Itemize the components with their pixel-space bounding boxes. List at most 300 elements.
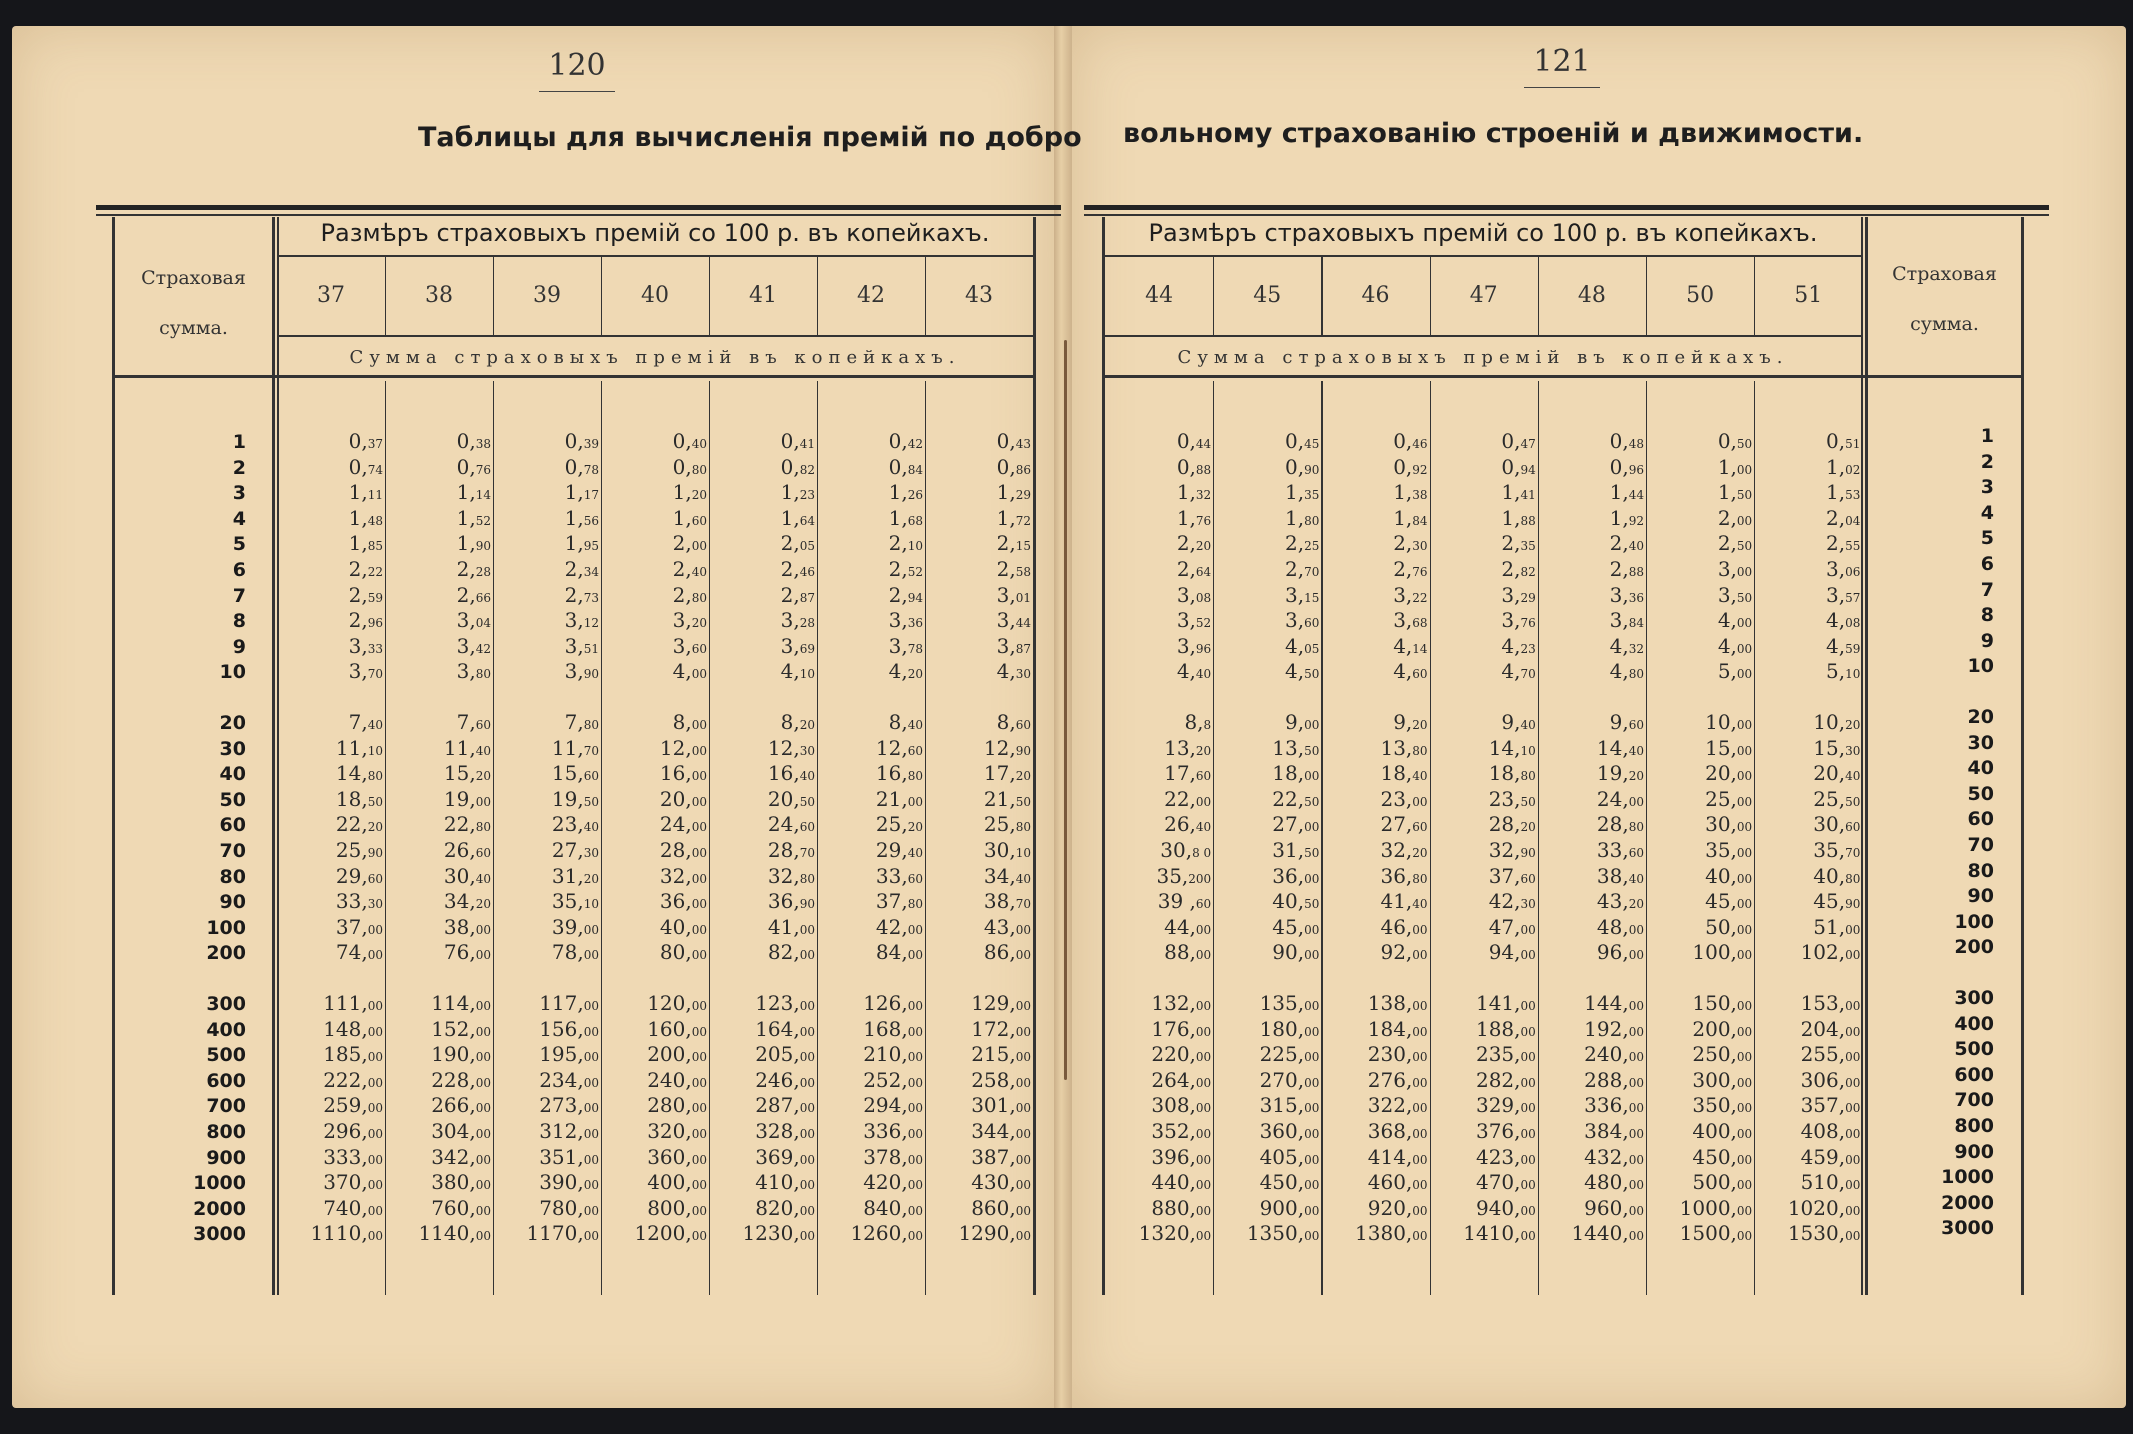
- premium-cell: 37,60: [1488, 863, 1536, 888]
- premium-cell: 800,00: [647, 1195, 707, 1220]
- premium-cell: 0,86: [996, 454, 1031, 479]
- premium-cell: 32,90: [1488, 838, 1536, 862]
- premium-cell: 144,00: [1584, 991, 1644, 1015]
- sum-row-label: 1: [1980, 425, 1994, 447]
- premium-cell: 360,00: [1259, 1119, 1320, 1143]
- sum-row-label: 70: [1967, 834, 1994, 856]
- premium-cell: 40,50: [1272, 889, 1320, 914]
- sum-row-label: 900: [206, 1146, 246, 1169]
- premium-cell: 287,00: [755, 1093, 815, 1118]
- premium-cell: 1,20: [672, 480, 707, 505]
- sum-row-label: 700: [1954, 1089, 1994, 1112]
- premium-cell: 3,87: [996, 633, 1031, 658]
- premium-cell: 4,10: [780, 659, 815, 684]
- premium-cell: 400,00: [647, 1170, 707, 1195]
- premium-cell: 264,00: [1151, 1067, 1212, 1092]
- premium-cell: 190,00: [431, 1042, 491, 1067]
- premium-cell: 33,30: [335, 889, 383, 914]
- premium-cell: 16,40: [767, 761, 815, 786]
- premium-cell: 2,46: [780, 557, 815, 581]
- premium-cell: 3,04: [456, 608, 491, 633]
- sum-subheader: Сумма страховыхъ премій въ копейкахъ.: [1177, 347, 1789, 368]
- premium-cell: 29,60: [335, 863, 383, 888]
- sum-row-label: 60: [1967, 808, 1994, 831]
- premium-cell: 20,50: [767, 786, 815, 811]
- premium-cell: 3,42: [456, 633, 491, 658]
- premium-cell: 470,00: [1475, 1170, 1536, 1195]
- premium-cell: 38,70: [983, 889, 1031, 914]
- premium-cell: 390,00: [539, 1170, 599, 1195]
- sum-row-label: 7: [232, 584, 246, 607]
- premium-cell: 11,40: [443, 735, 491, 760]
- premium-cell: 1200,00: [634, 1221, 707, 1246]
- premium-cell: 18,50: [335, 786, 383, 811]
- premium-cell: 1,88: [1501, 505, 1536, 530]
- premium-cell: 46,00: [1380, 914, 1428, 939]
- premium-cell: 500,00: [1692, 1170, 1753, 1195]
- premium-cell: 200,00: [647, 1042, 707, 1067]
- premium-cell: 414,00: [1367, 1144, 1428, 1169]
- premium-cell: 4,00: [1717, 633, 1753, 658]
- premium-cell: 14,80: [335, 761, 383, 786]
- premium-cell: 0,42: [888, 429, 923, 453]
- rate-column-header: 50: [1686, 283, 1715, 308]
- premium-cell: 41,40: [1380, 889, 1428, 914]
- premium-cell: 250,00: [1692, 1042, 1753, 1067]
- premium-cell: 39 ,60: [1157, 889, 1212, 914]
- premium-cell: 312,00: [539, 1119, 599, 1143]
- premium-cell: 123,00: [755, 991, 815, 1015]
- premium-cell: 370,00: [323, 1170, 383, 1195]
- sum-row-label: 1000: [1941, 1166, 1994, 1189]
- premium-cell: 28,20: [1488, 812, 1536, 837]
- premium-cell: 26,60: [443, 838, 491, 862]
- premium-cell: 8,00: [672, 710, 707, 734]
- rate-column-header: 44: [1145, 283, 1174, 308]
- premium-cell: 1,32: [1176, 480, 1212, 505]
- premium-cell: 200,00: [1692, 1016, 1753, 1041]
- sum-row-label: 6: [1980, 553, 1994, 575]
- premium-cell: 19,50: [551, 786, 599, 811]
- premium-cell: 860,00: [971, 1195, 1031, 1220]
- premium-cell: 266,00: [431, 1093, 491, 1118]
- premium-cell: 27,60: [1380, 812, 1428, 837]
- premium-cell: 376,00: [1475, 1119, 1536, 1143]
- premium-cell: 23,40: [551, 812, 599, 837]
- premium-cell: 1,68: [888, 505, 923, 530]
- premium-cell: 322,00: [1367, 1093, 1428, 1118]
- premium-cell: 420,00: [863, 1170, 923, 1195]
- premium-cell: 129,00: [971, 991, 1031, 1015]
- premium-cell: 450,00: [1259, 1170, 1320, 1195]
- premium-cell: 333,00: [323, 1144, 383, 1169]
- premium-cell: 9,40: [1501, 710, 1536, 734]
- premium-cell: 18,80: [1488, 761, 1536, 786]
- premium-cell: 350,00: [1692, 1093, 1753, 1118]
- premium-cell: 1020,00: [1787, 1195, 1861, 1220]
- premium-cell: 4,60: [1393, 659, 1428, 684]
- premium-cell: 3,20: [672, 608, 707, 633]
- premium-cell: 2,82: [1501, 557, 1536, 581]
- premium-cell: 1350,00: [1246, 1221, 1320, 1246]
- premium-cell: 235,00: [1475, 1042, 1536, 1067]
- premium-cell: 14,40: [1596, 735, 1644, 760]
- premium-cell: 45,00: [1705, 889, 1753, 914]
- premium-cell: 351,00: [539, 1144, 599, 1169]
- sum-row-label: 10: [1967, 655, 1994, 678]
- insurance-sum-label: Страховая сумма.: [1892, 263, 1997, 335]
- premium-cell: 258,00: [971, 1067, 1031, 1092]
- premium-cell: 3,60: [1285, 608, 1320, 633]
- rate-column-header: 38: [425, 283, 453, 308]
- premium-cell: 440,00: [1151, 1170, 1212, 1195]
- premium-cell: 900,00: [1259, 1195, 1320, 1220]
- premium-cell: 40,80: [1813, 863, 1861, 888]
- premium-cell: 0,74: [348, 454, 383, 479]
- rate-column-header: 46: [1361, 283, 1390, 308]
- premium-cell: 3,60: [672, 633, 707, 658]
- sum-row-label: 30: [1967, 731, 1994, 754]
- premium-cell: 0,46: [1393, 429, 1428, 453]
- premium-cell: 92,00: [1380, 940, 1428, 965]
- premium-cell: 0,47: [1501, 429, 1536, 453]
- sum-row-label: 800: [206, 1121, 246, 1143]
- premium-cell: 82,00: [767, 940, 815, 965]
- premium-cell: 22,00: [1164, 786, 1212, 811]
- premium-cell: 42,30: [1488, 889, 1536, 914]
- premium-cell: 30,60: [1813, 812, 1861, 837]
- premium-cell: 234,00: [539, 1067, 599, 1092]
- premium-cell: 1,38: [1393, 480, 1428, 505]
- sum-row-label: 8: [1980, 604, 1994, 627]
- premium-cell: 33,60: [875, 863, 923, 888]
- premium-cell: 114,00: [431, 991, 491, 1015]
- sum-row-label: 500: [206, 1044, 246, 1067]
- premium-cell: 1,85: [348, 531, 383, 556]
- premium-cell: 132,00: [1151, 991, 1212, 1015]
- premium-cell: 280,00: [647, 1093, 707, 1118]
- premium-cell: 432,00: [1584, 1144, 1644, 1169]
- premium-cell: 7,40: [348, 710, 383, 734]
- binding-thread: [1064, 340, 1067, 1080]
- premium-cell: 28,80: [1596, 812, 1644, 837]
- premium-cell: 940,00: [1475, 1195, 1536, 1220]
- sum-row-label: 10: [219, 661, 246, 684]
- premium-cell: 40,00: [1705, 863, 1753, 888]
- premium-cell: 3,36: [1609, 582, 1644, 607]
- premium-cell: 240,00: [1584, 1042, 1644, 1067]
- premium-cell: 308,00: [1151, 1093, 1212, 1118]
- premium-cell: 230,00: [1367, 1042, 1428, 1067]
- premium-cell: 3,36: [888, 608, 923, 633]
- sum-row-label: 300: [206, 993, 246, 1015]
- premium-cell: 150,00: [1692, 991, 1753, 1015]
- premium-cell: 15,30: [1813, 735, 1861, 760]
- premium-cell: 7,80: [564, 710, 599, 734]
- premium-cell: 0,41: [780, 429, 815, 453]
- premium-cell: 396,00: [1151, 1144, 1212, 1169]
- sum-row-label: 100: [1954, 910, 1994, 933]
- title-left: Таблицы для вычисленія премій по добро: [418, 122, 1082, 153]
- premium-cell: 3,44: [996, 608, 1031, 633]
- premium-cell: 0,80: [672, 454, 707, 479]
- premium-cell: 2,58: [996, 557, 1031, 581]
- premium-cell: 19,00: [443, 786, 491, 811]
- premium-cell: 220,00: [1151, 1042, 1212, 1067]
- premium-cell: 47,00: [1488, 914, 1536, 939]
- premium-cell: 36,00: [1272, 863, 1320, 888]
- premium-cell: 15,60: [551, 761, 599, 786]
- sum-row-label: 20: [1967, 706, 1994, 728]
- premium-cell: 2,87: [780, 582, 815, 607]
- premium-cell: 1,35: [1285, 480, 1320, 505]
- sum-row-label: 9: [232, 635, 246, 658]
- premium-cell: 4,40: [1176, 659, 1212, 684]
- premium-cell: 1320,00: [1138, 1221, 1212, 1246]
- rate-column-header: 42: [857, 283, 885, 308]
- premium-cell: 148,00: [323, 1016, 383, 1041]
- premium-cell: 2,64: [1176, 557, 1212, 581]
- premium-cell: 22,80: [443, 812, 491, 837]
- premium-cell: 820,00: [755, 1195, 815, 1220]
- premium-cell: 43,00: [983, 914, 1031, 939]
- sum-row-label: 8: [232, 610, 246, 633]
- premium-cell: 8,8: [1184, 710, 1212, 734]
- premium-cell: 50,00: [1705, 914, 1753, 939]
- premium-cell: 360,00: [647, 1144, 707, 1169]
- premium-cell: 9,00: [1285, 710, 1320, 734]
- premium-cell: 0,82: [780, 454, 815, 479]
- premium-cell: 4,59: [1826, 633, 1861, 658]
- premium-cell: 2,22: [348, 557, 383, 581]
- premium-cell: 12,00: [659, 735, 707, 760]
- premium-cell: 0,96: [1609, 454, 1644, 479]
- premium-cell: 0,48: [1609, 429, 1644, 453]
- premium-cell: 39,00: [551, 914, 599, 939]
- premium-cell: 3,50: [1717, 582, 1753, 607]
- sum-row-label: 5: [232, 533, 246, 556]
- premium-cell: 2,59: [348, 582, 383, 607]
- premium-cell: 378,00: [863, 1144, 923, 1169]
- sum-row-label: 1000: [193, 1172, 246, 1195]
- sum-row-label: 40: [1967, 757, 1994, 780]
- premium-cell: 300,00: [1692, 1067, 1753, 1092]
- premium-cell: 368,00: [1367, 1119, 1428, 1143]
- premium-cell: 2,40: [1609, 531, 1644, 556]
- premium-cell: 17,20: [983, 761, 1031, 786]
- rate-column-header: 47: [1469, 283, 1498, 308]
- premium-rate-header: Размѣръ страховыхъ премій со 100 р. въ копейкахъ.: [320, 219, 990, 247]
- premium-cell: 336,00: [1584, 1093, 1644, 1118]
- page-number-left: 120: [507, 48, 647, 92]
- premium-cell: 188,00: [1475, 1016, 1536, 1041]
- premium-cell: 1,84: [1393, 505, 1428, 530]
- premium-cell: 0,84: [888, 454, 923, 479]
- premium-cell: 8,40: [888, 710, 923, 734]
- premium-cell: 0,94: [1501, 454, 1536, 479]
- premium-cell: 1,14: [456, 480, 491, 505]
- premium-cell: 12,90: [983, 735, 1031, 760]
- sum-row-label: 500: [1954, 1038, 1994, 1061]
- sum-row-label: 60: [219, 814, 246, 837]
- premium-cell: 102,00: [1800, 940, 1861, 965]
- premium-cell: 2,28: [456, 557, 491, 581]
- premium-cell: 25,00: [1705, 786, 1753, 811]
- premium-cell: 17,60: [1164, 761, 1212, 786]
- premium-cell: 34,20: [443, 889, 491, 914]
- premium-cell: 26,40: [1164, 812, 1212, 837]
- premium-cell: 1,41: [1501, 480, 1536, 505]
- rate-column-header: 39: [533, 283, 561, 308]
- premium-cell: 84,00: [875, 940, 923, 965]
- premium-cell: 1170,00: [526, 1221, 599, 1246]
- premium-cell: 24,60: [767, 812, 815, 837]
- premium-cell: 296,00: [323, 1119, 383, 1143]
- premium-cell: 1,17: [564, 480, 599, 505]
- premium-cell: 3,28: [780, 608, 815, 633]
- premium-cell: 41,00: [767, 914, 815, 939]
- premium-cell: 86,00: [983, 940, 1031, 965]
- premium-cell: 51,00: [1813, 914, 1861, 939]
- sum-row-label: 200: [1954, 936, 1994, 959]
- sum-row-label: 7: [1980, 578, 1994, 601]
- premium-cell: 4,32: [1609, 633, 1644, 658]
- premium-cell: 2,15: [996, 531, 1031, 556]
- premium-cell: 2,04: [1826, 505, 1861, 530]
- premium-cell: 185,00: [323, 1042, 383, 1067]
- premium-cell: 3,00: [1717, 557, 1753, 581]
- premium-cell: 357,00: [1800, 1093, 1861, 1118]
- premium-cell: 1380,00: [1355, 1221, 1428, 1246]
- premium-cell: 2,40: [672, 557, 707, 581]
- premium-cell: 8,20: [780, 710, 815, 734]
- premium-cell: 153,00: [1800, 991, 1861, 1015]
- premium-cell: 480,00: [1584, 1170, 1644, 1195]
- premium-cell: 1,64: [780, 505, 815, 530]
- premium-cell: 2,30: [1393, 531, 1428, 556]
- premium-cell: 408,00: [1800, 1119, 1861, 1143]
- premium-cell: 380,00: [431, 1170, 491, 1195]
- premium-cell: 423,00: [1475, 1144, 1536, 1169]
- premium-cell: 3,70: [348, 659, 383, 684]
- premium-cell: 38,00: [443, 914, 491, 939]
- premium-cell: 1,44: [1609, 480, 1644, 505]
- premium-cell: 31,50: [1272, 838, 1320, 862]
- premium-cell: 30,00: [1705, 812, 1753, 837]
- premium-cell: 276,00: [1367, 1067, 1428, 1092]
- premium-cell: 13,50: [1272, 735, 1320, 760]
- premium-cell: 1,90: [456, 531, 491, 556]
- sum-row-label: 40: [219, 763, 246, 786]
- premium-cell: 1,11: [348, 480, 383, 505]
- sum-row-label: 1: [232, 431, 246, 453]
- premium-cell: 94,00: [1488, 940, 1536, 965]
- premium-cell: 2,50: [1717, 531, 1753, 556]
- premium-cell: 40,00: [659, 914, 707, 939]
- premium-cell: 3,96: [1176, 633, 1212, 658]
- premium-cell: 336,00: [863, 1119, 923, 1143]
- premium-cell: 205,00: [755, 1042, 815, 1067]
- premium-cell: 2,20: [1176, 531, 1212, 556]
- premium-cell: 23,50: [1488, 786, 1536, 811]
- premium-cell: 20,40: [1813, 761, 1861, 786]
- premium-cell: 180,00: [1259, 1016, 1320, 1041]
- sum-row-label: 800: [1954, 1115, 1994, 1137]
- premium-cell: 304,00: [431, 1119, 491, 1143]
- premium-cell: 18,00: [1272, 761, 1320, 786]
- premium-cell: 35,200: [1156, 863, 1212, 888]
- premium-cell: 34,40: [983, 863, 1031, 888]
- premium-cell: 3,57: [1826, 582, 1861, 607]
- sum-row-label: 2000: [193, 1197, 246, 1220]
- premium-cell: 36,80: [1380, 863, 1428, 888]
- premium-cell: 22,20: [335, 812, 383, 837]
- premium-cell: 328,00: [755, 1119, 815, 1143]
- premium-cell: 2,66: [456, 582, 491, 607]
- premium-cell: 32,80: [767, 863, 815, 888]
- premium-cell: 12,60: [875, 735, 923, 760]
- premium-cell: 315,00: [1259, 1093, 1320, 1118]
- premium-cell: 400,00: [1692, 1119, 1753, 1143]
- premium-cell: 1,00: [1717, 454, 1753, 479]
- premium-cell: 21,00: [875, 786, 923, 811]
- premium-cell: 3,51: [564, 633, 599, 658]
- premium-cell: 2,80: [672, 582, 707, 607]
- premium-cell: 2,52: [888, 557, 923, 581]
- sum-row-label: 6: [232, 559, 246, 581]
- sum-row-label: 3000: [1941, 1217, 1994, 1240]
- sum-row-label: 600: [1954, 1063, 1994, 1086]
- sum-row-label: 200: [206, 942, 246, 965]
- premium-cell: 35,00: [1705, 838, 1753, 862]
- premium-cell: 0,78: [564, 454, 599, 479]
- premium-cell: 5,00: [1717, 659, 1753, 684]
- premium-cell: 9,20: [1393, 710, 1428, 734]
- premium-cell: 32,00: [659, 863, 707, 888]
- premium-cell: 252,00: [863, 1067, 923, 1092]
- premium-cell: 16,00: [659, 761, 707, 786]
- premium-cell: 0,44: [1176, 429, 1212, 453]
- sum-row-label: 2: [232, 456, 246, 479]
- premium-cell: 1,02: [1826, 454, 1861, 479]
- rate-column-header: 41: [749, 283, 777, 308]
- premium-cell: 273,00: [539, 1093, 599, 1118]
- premium-cell: 74,00: [335, 940, 383, 965]
- premium-cell: 3,06: [1826, 557, 1861, 581]
- premium-cell: 384,00: [1584, 1119, 1644, 1143]
- premium-cell: 195,00: [539, 1042, 599, 1067]
- premium-cell: 138,00: [1367, 991, 1428, 1015]
- premium-cell: 168,00: [863, 1016, 923, 1041]
- premium-cell: 1,92: [1609, 505, 1644, 530]
- sum-row-label: 3: [1980, 476, 1994, 499]
- premium-cell: 100,00: [1692, 940, 1753, 965]
- premium-cell: 4,80: [1609, 659, 1644, 684]
- premium-cell: 23,00: [1380, 786, 1428, 811]
- premium-cell: 20,00: [1705, 761, 1753, 786]
- premium-cell: 0,39: [564, 429, 599, 453]
- premium-cell: 270,00: [1259, 1067, 1320, 1092]
- sum-row-label: 80: [219, 865, 246, 888]
- premium-cell: 0,88: [1176, 454, 1212, 479]
- premium-cell: 329,00: [1475, 1093, 1536, 1118]
- premium-cell: 5,10: [1826, 659, 1861, 684]
- premium-cell: 240,00: [647, 1067, 707, 1092]
- premium-cell: 4,08: [1826, 608, 1861, 633]
- premium-cell: 2,96: [348, 608, 383, 633]
- premium-cell: 1410,00: [1463, 1221, 1536, 1246]
- sum-row-label: 80: [1967, 859, 1994, 882]
